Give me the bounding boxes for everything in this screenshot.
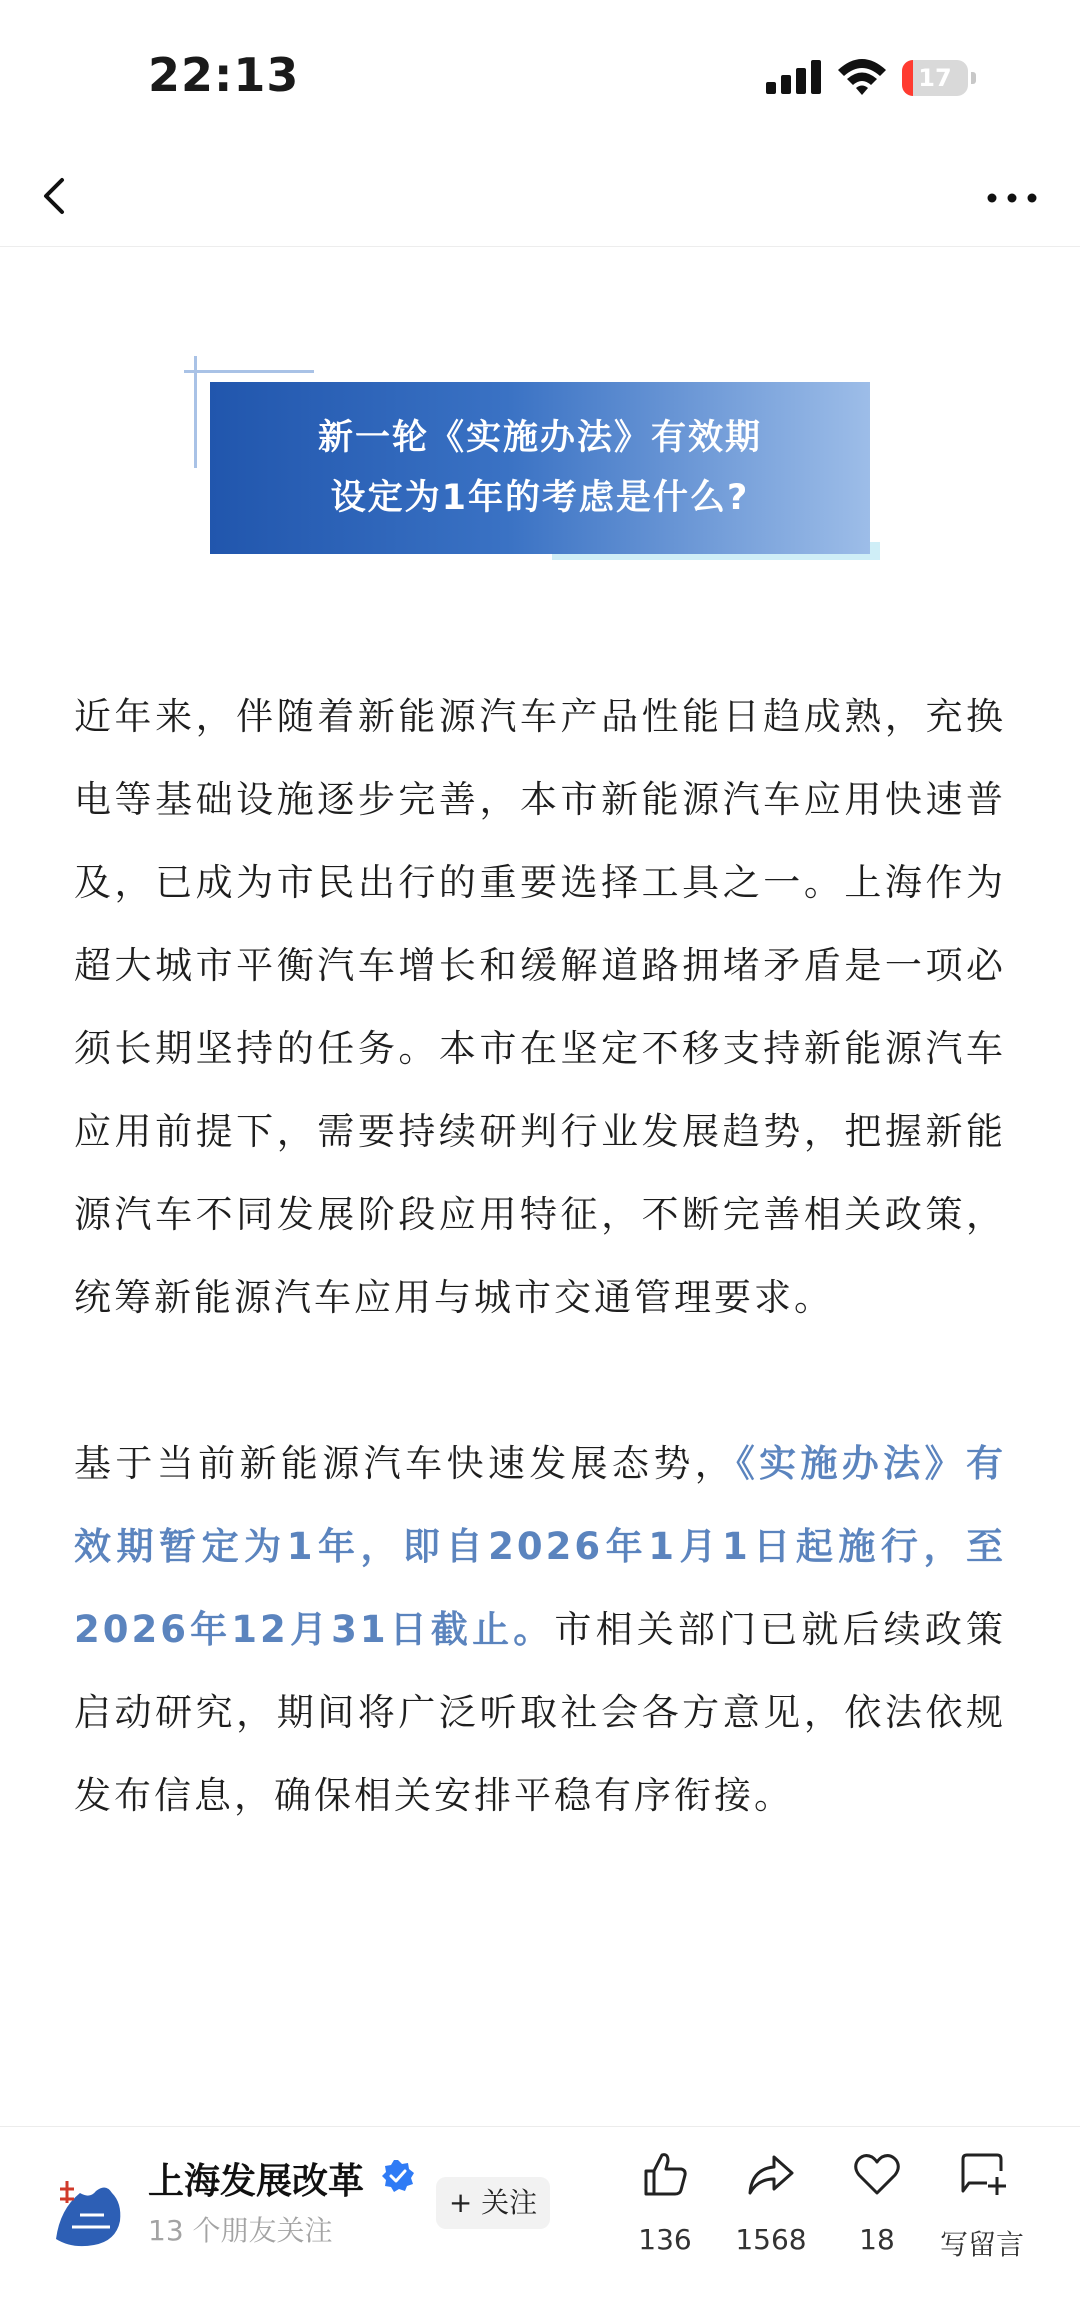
banner-decor-line (184, 370, 314, 373)
heart-button[interactable] (817, 2149, 937, 2289)
comment-label: 写留言 (939, 2228, 1024, 2261)
share-button[interactable] (711, 2149, 831, 2289)
back-icon[interactable] (34, 166, 74, 226)
verified-icon (381, 2159, 415, 2193)
friends-following-text: 13 个朋友关注 (148, 2214, 333, 2247)
battery-icon (902, 60, 978, 96)
comment-button[interactable] (922, 2149, 1042, 2289)
heart-count: 18 (859, 2223, 895, 2256)
banner-title-line2: 设定为1年的考虑是什么? (330, 478, 750, 518)
bottom-action-bar (0, 2126, 1080, 2308)
paragraph-2-start: 基于当前新能源汽车快速发展态势， (74, 1442, 737, 1485)
paragraph-2-highlight: 《实施办法》有效期暂定为1年，即自2026年1月1日起施行，至2026年12月31日截止。 (74, 1442, 1007, 1651)
like-count: 136 (638, 2223, 692, 2256)
follow-button[interactable]: + 关注 (436, 2177, 550, 2229)
account-name[interactable]: 上海发展改革 (148, 2161, 365, 2202)
more-icon[interactable] (980, 178, 1044, 218)
account-avatar[interactable] (50, 2169, 134, 2253)
signal-icon (766, 60, 822, 94)
like-button[interactable] (605, 2149, 725, 2289)
share-count: 1568 (735, 2223, 807, 2256)
share-icon (746, 2149, 796, 2199)
thumbs-up-icon (640, 2149, 690, 2199)
paragraph-1: 近年来，伴随着新能源汽车产品性能日趋成熟，充换电等基础设施逐步完善，本市新能源汽车应用快速普及，已成为市民出行的重要选择工具之一。上海作为超大城市平衡汽车增长和缓解道路拥堵矛盾是一项必须长期坚持的任务。本市在坚定不移支持新能源汽车应用前提下，需要持续研判行业发展趋势，把握新能源汽车不同发展阶段应用特征，不断完善相关政策，统筹新能源汽车应用与城市交通管理要求。 (74, 695, 1006, 1319)
heart-icon (852, 2149, 902, 2199)
battery-level: 17 (918, 64, 952, 92)
banner-box (210, 382, 870, 554)
status-bar (0, 0, 1080, 150)
paragraph-2 (74, 1422, 1006, 1837)
status-time: 22:13 (148, 48, 300, 102)
comment-icon (957, 2149, 1007, 2199)
banner-decor-line (194, 356, 197, 468)
nav-bar (0, 150, 1080, 247)
article-body (74, 675, 1006, 1837)
section-banner (180, 350, 900, 580)
wifi-icon (836, 56, 888, 96)
paragraph-2-end: 市相关部门已就后续政策启动研究，期间将广泛听取社会各方意见，依法依规发布信息，确保相关安排平稳有序衔接。 (74, 1608, 1007, 1817)
banner-title-line1: 新一轮《实施办法》有效期 (317, 418, 762, 458)
